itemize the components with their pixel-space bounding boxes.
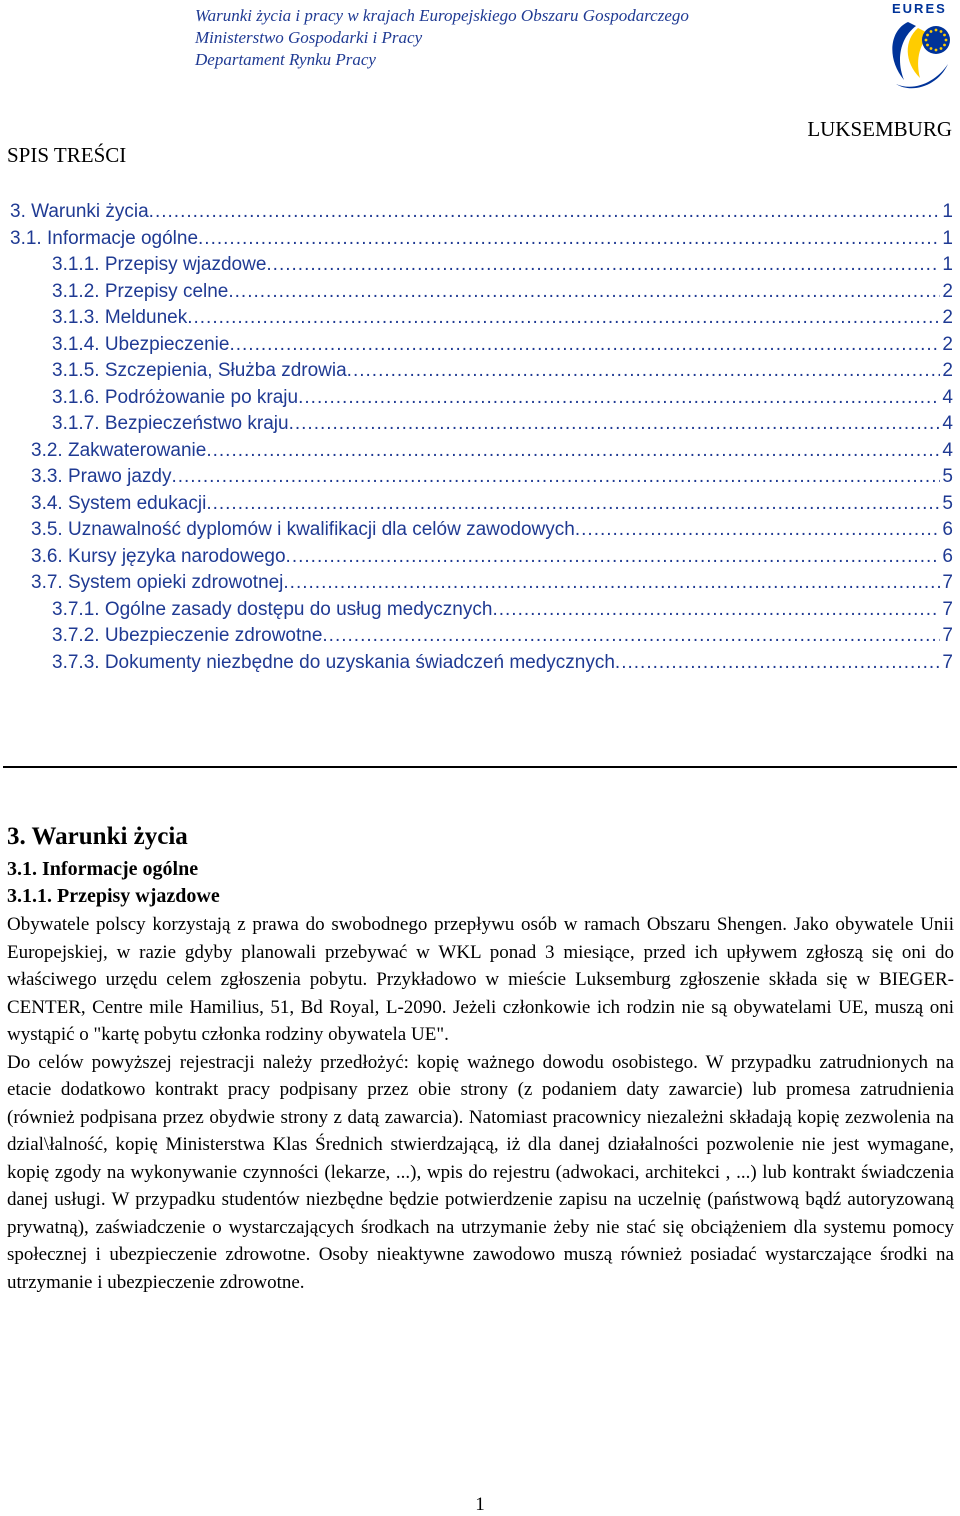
header-department: Departament Rynku Pracy <box>195 50 376 69</box>
toc-entry-label: 3.1. Informacje ogólne <box>10 227 199 249</box>
toc-entry-label: 3.1.5. Szczepienia, Służba zdrowia <box>52 360 347 381</box>
body-text <box>7 911 954 1296</box>
toc-entry[interactable] <box>52 385 953 411</box>
document-header <box>195 5 855 71</box>
toc-entry-label: 3.1.3. Meldunek <box>52 307 188 328</box>
toc-leader <box>171 464 940 490</box>
toc-entry-page: 7 <box>942 598 953 620</box>
toc-entry[interactable] <box>31 570 953 596</box>
toc-entry[interactable] <box>52 597 953 623</box>
toc-entry-label: 3.1.4. Ubezpieczenie <box>52 333 230 355</box>
toc-leader <box>206 438 940 464</box>
toc-entry-label: 3.4. System edukacji <box>31 492 207 514</box>
toc-entry[interactable] <box>52 623 953 649</box>
toc-leader <box>198 226 940 252</box>
page-number: 1 <box>475 1494 485 1515</box>
toc-entry-label: 3.5. Uznawalność dyplomów i kwalifikacji dla celów zawodowych <box>31 519 575 540</box>
toc-entry[interactable] <box>31 517 953 543</box>
toc-leader <box>187 305 940 331</box>
toc-leader <box>289 411 941 437</box>
toc-leader <box>575 517 941 543</box>
toc-entry-label: 3.7.1. Ogólne zasady dostępu do usług medycznych <box>52 598 493 620</box>
toc-entry[interactable] <box>10 226 953 252</box>
toc-entry[interactable] <box>52 411 953 437</box>
toc-entry[interactable] <box>52 332 953 358</box>
toc-entry-page: 6 <box>942 545 953 567</box>
toc-entry-label: 3.7.2. Ubezpieczenie zdrowotne <box>52 625 323 646</box>
toc-leader <box>206 491 940 517</box>
toc-entry-page: 4 <box>942 413 953 434</box>
toc-entry-label: 3.2. Zakwaterowanie <box>31 439 207 461</box>
toc-entry-label: 3. Warunki życia <box>10 201 149 222</box>
heading-warunki-zycia: 3. Warunki życia <box>7 823 188 850</box>
toc-leader <box>229 332 940 358</box>
toc-entry-page: 5 <box>942 466 953 487</box>
toc-entry-page: 7 <box>942 625 953 646</box>
heading-przepisy-wjazdowe: 3.1.1. Przepisy wjazdowe <box>7 885 220 907</box>
toc-entry-page: 1 <box>942 254 953 275</box>
toc-entry-label: 3.7. System opieki zdrowotnej <box>31 572 284 593</box>
toc-entry[interactable] <box>31 438 953 464</box>
toc-entry-page: 2 <box>942 333 953 355</box>
heading-informacje-ogolne: 3.1. Informacje ogólne <box>7 858 199 880</box>
toc-leader <box>286 544 941 570</box>
toc-entry-label: 3.1.6. Podróżowanie po kraju <box>52 386 299 408</box>
toc-entry-page: 1 <box>942 227 953 249</box>
toc-entry[interactable] <box>52 358 953 384</box>
toc-entry-label: 3.1.2. Przepisy celne <box>52 280 229 302</box>
toc-leader <box>283 570 940 596</box>
toc-leader <box>322 623 940 649</box>
toc-entry-label: 3.6. Kursy języka narodowego <box>31 545 286 567</box>
toc-entry-label: 3.3. Prawo jazdy <box>31 466 172 487</box>
toc-leader <box>492 597 940 623</box>
toc-entry-page: 2 <box>942 280 953 302</box>
toc-leader <box>615 650 941 676</box>
header-title: Warunki życia i pracy w krajach Europejskiego Obszaru Gospodarczego <box>195 6 689 25</box>
toc-leader <box>298 385 940 411</box>
toc-entry[interactable] <box>52 305 953 331</box>
toc-leader <box>266 252 940 278</box>
paragraph: Do celów powyższej rejestracji należy przedłożyć: kopię ważnego dowodu osobistego. W przypadku zatrudnionych na etacie dodatkowo kontrakt pracy podpisany przez obie strony (z podaniem daty zawarcie) lub promesa zatrudnienia (również podpisana przez obydwie strony z datą zawarcia). Natomiast pracownicy niezależni składają kopię zezwolenia na dzial\łalność, kopię Ministerstwa Klas Średnich stwierdzającą, iż dla danej działalności pozwolenie nie jest wymagane, kopię zgody na wykonywanie czynności (lekarze, ...), wpis do rejestru (adwokaci, architekci , ...) lub kontrakt świadczenia danej usługi. W przypadku studentów niezbędne będzie potwierdzenie zapisu na uczelnię (państwową bądź autoryzowaną prywatną), zaświadczenie o wystarczających środkach na utrzymanie żeby nie stać się obciążeniem dla systemu pomocy społecznej i ubezpieczenie zdrowotne. Osoby nieaktywne zawodowo muszą również posiadać wystarczające środki na utrzymanie i ubezpieczenie zdrowotne. <box>7 1051 954 1293</box>
toc-leader <box>228 279 940 305</box>
toc-entry-page: 5 <box>942 492 953 514</box>
toc-entry[interactable] <box>31 544 953 570</box>
toc-entry-page: 4 <box>942 386 953 408</box>
toc-entry-label: 3.7.3. Dokumenty niezbędne do uzyskania świadczeń medycznych <box>52 651 615 673</box>
toc-entry[interactable] <box>52 252 953 278</box>
toc-entry-page: 1 <box>942 201 953 222</box>
toc-entry-page: 7 <box>942 651 953 673</box>
toc-entry[interactable] <box>31 464 953 490</box>
eures-logo <box>878 0 956 92</box>
toc-title: SPIS TREŚCI <box>7 143 127 167</box>
toc-entry-page: 2 <box>942 360 953 381</box>
toc-leader <box>347 358 941 384</box>
header-ministry: Ministerstwo Gospodarki i Pracy <box>195 28 423 47</box>
toc-entry[interactable] <box>52 279 953 305</box>
toc-entry-page: 7 <box>942 572 953 593</box>
toc-entry-page: 4 <box>942 439 953 461</box>
toc-entry-page: 2 <box>942 307 953 328</box>
toc-entry[interactable] <box>52 650 953 676</box>
toc-entry[interactable] <box>31 491 953 517</box>
toc-entry-label: 3.1.7. Bezpieczeństwo kraju <box>52 413 289 434</box>
eures-logo-text: EURES <box>892 1 947 16</box>
section-divider <box>3 766 957 768</box>
country-name: LUKSEMBURG <box>807 117 952 141</box>
toc-entry[interactable] <box>10 199 953 225</box>
toc-entry-page: 6 <box>942 519 953 540</box>
paragraph: Obywatele polscy korzystają z prawa do swobodnego przepływu osób w ramach Obszaru Shengen. Jako obywatele Unii Europejskiej, w razie gdyby planowali przebywać w WKL ponad 3 miesiące, przed ich upływem zgłoszą się oni do właściwego urzędu celem zgłoszenia pobytu. Przykładowo w mieście Luksemburg zgłoszenie składa się w BIEGER-CENTER, Centre mile Hamilius, 51, Bd Royal, L-2090. Jeżeli członkowie ich rodzin nie są obywatelami UE, muszą oni wystąpić o "kartę pobytu członka rodziny obywatela UE". <box>7 914 954 1045</box>
toc-entry-label: 3.1.1. Przepisy wjazdowe <box>52 254 267 275</box>
toc-leader <box>149 199 941 225</box>
